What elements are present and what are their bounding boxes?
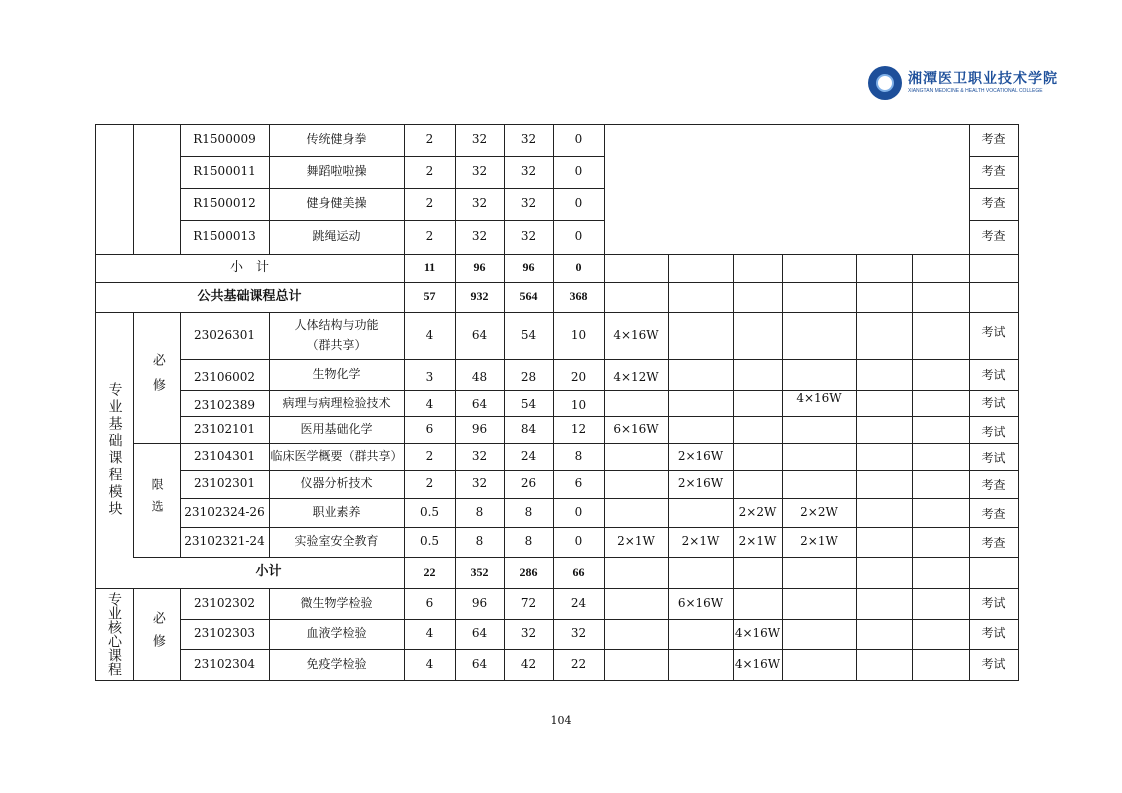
- semester-1: 6×16W: [613, 421, 659, 436]
- total-hours: 96: [471, 421, 488, 436]
- exam-type: 考查: [981, 229, 1006, 244]
- credit: 4: [425, 327, 434, 342]
- course-code: R1500009: [193, 132, 256, 147]
- course-name: 血液学检验: [306, 626, 367, 641]
- course-name: 免疫学检验: [306, 656, 367, 671]
- total-hours: 32: [471, 229, 488, 244]
- theory-hours: 32: [520, 164, 537, 179]
- semester-3: 2×2W: [738, 504, 777, 519]
- practice-hours: 0: [574, 504, 583, 519]
- exam-type: 考试: [981, 595, 1006, 610]
- practice-hours: 10: [570, 398, 587, 413]
- credit: 3: [425, 369, 434, 384]
- total-hours: 96: [471, 595, 488, 610]
- semester-2: 6×16W: [677, 595, 724, 610]
- semester-3: 2×1W: [738, 534, 777, 549]
- course-code: 23106002: [193, 369, 256, 384]
- practice-hours: 0: [574, 534, 583, 549]
- public-total-practice: 368: [569, 289, 588, 304]
- theory-hours: 28: [520, 369, 537, 384]
- limited-label-text: 限选: [150, 478, 165, 522]
- required-label-text: 必修: [149, 352, 165, 403]
- public-total-credit: 57: [423, 289, 436, 304]
- subtotal-total-hours: 96: [473, 260, 486, 275]
- credit: 0.5: [419, 504, 440, 519]
- semester-4: 2×1W: [800, 534, 838, 549]
- credit: 2: [425, 132, 434, 147]
- module-label-basic: [95, 312, 133, 588]
- course-code: 23102321-24: [184, 534, 265, 549]
- credit: 4: [425, 626, 434, 641]
- credit: 2: [425, 476, 434, 491]
- theory-hours: 32: [520, 229, 537, 244]
- module-label-basic-text: 专业基础课程模块: [106, 382, 123, 518]
- exam-type: 考试: [981, 324, 1006, 339]
- course-code: R1500012: [193, 196, 256, 211]
- course-name-line2: （群共享）: [306, 337, 367, 352]
- course-code: 23102324-26: [184, 504, 265, 519]
- total-hours: 64: [471, 626, 488, 641]
- course-name: 传统健身拳: [306, 132, 367, 147]
- subtotal-label: 小计: [255, 564, 282, 580]
- practice-hours: 12: [570, 421, 587, 436]
- total-hours: 64: [471, 656, 488, 671]
- exam-type: 考试: [981, 656, 1006, 671]
- practice-hours: 0: [574, 196, 583, 211]
- course-code: R1500011: [193, 164, 256, 179]
- course-code: 23104301: [193, 448, 256, 463]
- exam-type: 考查: [981, 478, 1006, 493]
- course-name: [269, 312, 404, 359]
- exam-type: 考查: [981, 132, 1006, 147]
- course-code: R1500013: [193, 229, 256, 244]
- practice-hours: 0: [574, 132, 583, 147]
- logo-english-text: XIANGTAN MEDICINE & HEALTH VOCATIONAL COLLEGE: [908, 88, 1043, 94]
- limited-label: [133, 443, 180, 557]
- course-code: 23102101: [193, 421, 256, 436]
- practice-hours: 20: [570, 369, 587, 384]
- exam-type: 考试: [981, 626, 1006, 641]
- course-code: 23102301: [193, 476, 256, 491]
- total-hours: 64: [471, 397, 488, 412]
- theory-hours: 24: [520, 448, 537, 463]
- course-name: 医用基础化学: [300, 421, 373, 436]
- exam-type: 考试: [981, 367, 1006, 382]
- exam-type: 考查: [981, 506, 1006, 521]
- total-hours: 32: [471, 164, 488, 179]
- subtotal-credit: 22: [423, 564, 436, 579]
- practice-hours: 8: [574, 448, 583, 463]
- total-hours: 32: [471, 196, 488, 211]
- theory-hours: 54: [520, 327, 537, 342]
- required-label-core-text: 必修: [149, 611, 165, 657]
- practice-hours: 10: [570, 327, 587, 342]
- semester-1: 4×12W: [613, 369, 659, 384]
- semester-2: 2×1W: [681, 534, 720, 549]
- theory-hours: 8: [524, 504, 533, 519]
- course-name: 健身健美操: [306, 196, 367, 211]
- course-code: 23102302: [193, 595, 256, 610]
- exam-type: 考查: [981, 536, 1006, 551]
- subtotal-label: 小 计: [229, 259, 269, 275]
- course-code: 23026301: [193, 327, 256, 342]
- course-name: 跳绳运动: [312, 229, 361, 244]
- subtotal-total-hours: 352: [470, 564, 489, 579]
- exam-type: 考查: [981, 196, 1006, 211]
- credit: 2: [425, 229, 434, 244]
- required-label: [133, 312, 180, 443]
- course-name: 舞蹈啦啦操: [306, 164, 367, 179]
- course-name: 临床医学概要（群共享）: [270, 448, 403, 463]
- exam-type: 考试: [981, 396, 1006, 411]
- total-hours: 8: [475, 504, 484, 519]
- credit: 2: [425, 196, 434, 211]
- semester-1: 2×1W: [617, 534, 655, 549]
- course-name: 职业素养: [312, 504, 361, 519]
- subtotal-practice-hours: 0: [575, 260, 582, 275]
- theory-hours: 42: [520, 656, 537, 671]
- public-total-hours: 932: [470, 289, 489, 304]
- course-name-line1: 人体结构与功能: [294, 318, 379, 333]
- practice-hours: 32: [570, 626, 587, 641]
- page-number: 104: [550, 714, 572, 727]
- module-label-core: [95, 588, 133, 680]
- subtotal-practice-hours: 66: [572, 564, 585, 579]
- exam-type: 考试: [981, 425, 1006, 440]
- module-label-core-text: 专业核心课程: [106, 592, 122, 676]
- theory-hours: 72: [520, 595, 537, 610]
- public-total-theory: 564: [519, 289, 538, 304]
- total-hours: 32: [471, 132, 488, 147]
- course-code: 23102303: [193, 626, 256, 641]
- course-code: 23102389: [193, 398, 256, 413]
- exam-type: 考试: [981, 450, 1006, 465]
- theory-hours: 32: [520, 132, 537, 147]
- course-name: 微生物学检验: [300, 595, 373, 610]
- required-label-core: [133, 588, 180, 680]
- credit: 2: [425, 448, 434, 463]
- theory-hours: 8: [524, 534, 533, 549]
- course-name: 仪器分析技术: [300, 476, 373, 491]
- practice-hours: 0: [574, 164, 583, 179]
- course-code: 23102304: [193, 656, 256, 671]
- public-total-label: 公共基础课程总计: [197, 288, 302, 304]
- credit: 6: [425, 421, 434, 436]
- course-name: 生物化学: [312, 366, 361, 381]
- subtotal-theory-hours: 286: [519, 564, 538, 579]
- course-name: 实验室安全教育: [294, 534, 379, 549]
- theory-hours: 26: [520, 476, 537, 491]
- practice-hours: 22: [570, 656, 587, 671]
- logo-text: 湘潭医卫职业技术学院: [908, 71, 1058, 87]
- semester-3: 4×16W: [734, 656, 781, 671]
- total-hours: 32: [471, 476, 488, 491]
- theory-hours: 32: [520, 626, 537, 641]
- semester-3: 4×16W: [734, 626, 781, 641]
- semester-4: 4×16W: [796, 391, 842, 406]
- credit: 2: [425, 164, 434, 179]
- credit: 0.5: [419, 534, 440, 549]
- theory-hours: 32: [520, 196, 537, 211]
- exam-type: 考查: [981, 164, 1006, 179]
- subtotal-theory-hours: 96: [522, 260, 535, 275]
- theory-hours: 54: [520, 397, 537, 412]
- total-hours: 64: [471, 327, 488, 342]
- semester-1: 4×16W: [613, 327, 659, 342]
- total-hours: 48: [471, 369, 488, 384]
- total-hours: 8: [475, 534, 484, 549]
- subtotal-credit: 11: [423, 260, 436, 275]
- total-hours: 32: [471, 448, 488, 463]
- practice-hours: 6: [574, 476, 583, 491]
- practice-hours: 0: [574, 229, 583, 244]
- semester-4: 2×2W: [800, 504, 838, 519]
- semester-2: 2×16W: [677, 448, 724, 463]
- theory-hours: 84: [520, 421, 537, 436]
- practice-hours: 24: [570, 595, 587, 610]
- semester-2: 2×16W: [677, 476, 724, 491]
- credit: 4: [425, 656, 434, 671]
- credit: 6: [425, 595, 434, 610]
- course-name: 病理与病理检验技术: [282, 396, 391, 411]
- credit: 4: [425, 397, 434, 412]
